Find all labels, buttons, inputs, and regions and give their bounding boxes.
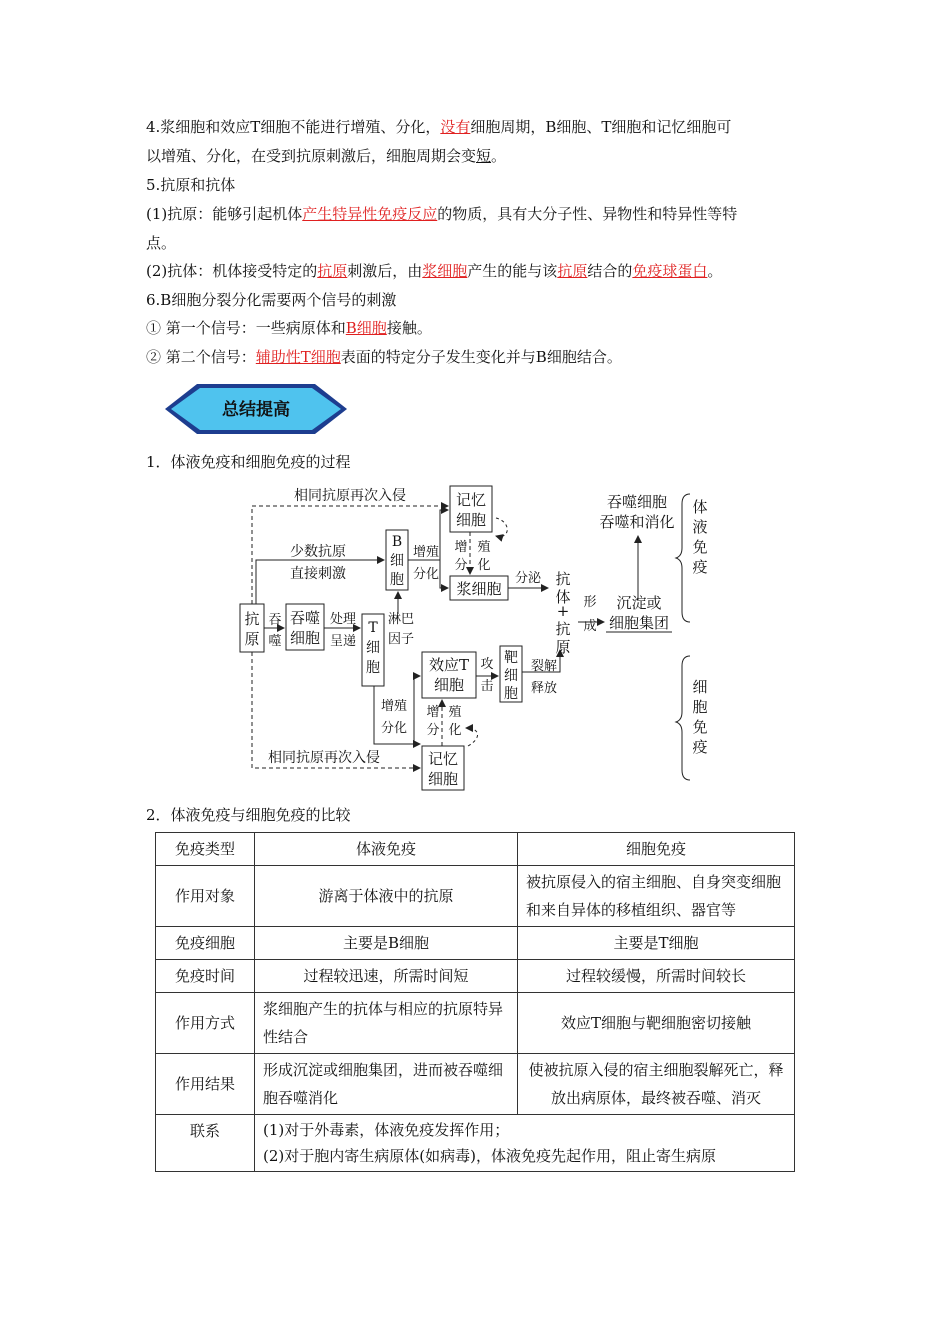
ab-2: 体 <box>555 588 571 606</box>
row-label: 作用方式 <box>156 993 255 1054</box>
header-cell: 细胞免疫 <box>518 833 795 866</box>
shi-label: 噬 <box>268 634 282 649</box>
precip-1: 沉淀或 <box>616 594 662 612</box>
section-heading: 1．体液免疫和细胞免疫的过程 <box>146 453 351 471</box>
table-cell: 主要是B细胞 <box>255 927 518 960</box>
process-1: 处理 <box>329 612 357 627</box>
table-cell: 使被抗原入侵的宿主细胞裂解死亡，释放出病原体，最终被吞噬、消灭 <box>518 1054 795 1115</box>
effector-2: 细胞 <box>433 676 465 694</box>
heading-b-cell-signals: 6.B细胞分裂分化需要两个信号的刺激 <box>146 291 397 309</box>
humoral-2: 液 <box>692 518 708 536</box>
top-reentry-label: 相同抗原再次入侵 <box>294 488 406 504</box>
phago-1: 吞噬细胞 <box>606 493 668 511</box>
table-cell: 浆细胞产生的抗体与相应的抗原特异性结合 <box>255 993 518 1054</box>
phago-2: 吞噬和消化 <box>599 513 675 531</box>
text-span: 接触。 <box>386 319 432 337</box>
cellular-2: 胞 <box>692 698 708 716</box>
link-line-1: (1)对于外毒素，体液免疫发挥作用； <box>263 1121 510 1139</box>
row-label: 联系 <box>156 1115 255 1172</box>
text-span: 4.浆细胞和效应T细胞不能进行增殖、分化， <box>146 118 441 136</box>
row-label: 免疫细胞 <box>156 927 255 960</box>
table-row <box>156 1115 795 1172</box>
target-2: 细 <box>504 668 518 684</box>
memory-cell-top-2: 细胞 <box>455 511 487 529</box>
highlight-answer: 浆细胞 <box>422 262 468 280</box>
text-span: 。 <box>491 147 507 165</box>
hua-1: 化 <box>477 558 491 573</box>
highlight-answer: 没有 <box>440 118 471 136</box>
fen-2: 分 <box>426 723 440 738</box>
form-1: 形 <box>583 595 597 610</box>
antigen-2: 原 <box>244 630 260 648</box>
table-cell: 主要是T细胞 <box>518 927 795 960</box>
table-row <box>156 993 795 1054</box>
text-span: 。 <box>707 262 723 280</box>
phagocyte-1: 吞噬 <box>289 609 321 627</box>
b-cell-1: B <box>391 534 403 550</box>
ab-1: 抗 <box>555 570 571 588</box>
comparison-table <box>155 832 795 1172</box>
section-2-title <box>146 805 351 825</box>
humoral-4: 疫 <box>692 558 708 576</box>
memory-cell-top-1: 记忆 <box>455 491 487 509</box>
header-cell: 体液免疫 <box>255 833 518 866</box>
target-3: 胞 <box>504 686 518 702</box>
zhi-2: 殖 <box>448 705 462 720</box>
tun-label: 吞 <box>268 613 282 628</box>
hua-2: 化 <box>448 723 462 738</box>
phagocyte-2: 细胞 <box>289 629 321 647</box>
text-span: 刺激后，由 <box>347 262 423 280</box>
table-row <box>156 960 795 993</box>
section-heading: 2．体液免疫与细胞免疫的比较 <box>146 806 351 824</box>
secrete-label: 分泌 <box>514 571 542 586</box>
row-label: 作用结果 <box>156 1054 255 1115</box>
highlight-answer: B细胞 <box>345 319 387 337</box>
effector-1: 效应T <box>428 656 470 674</box>
bottom-reentry-label: 相同抗原再次入侵 <box>268 750 380 766</box>
lyse-1: 裂解 <box>530 659 558 674</box>
direct-stim-label: 直接刺激 <box>290 566 346 582</box>
cellular-1: 细 <box>692 678 708 696</box>
badge-title: 总结提高 <box>222 400 290 420</box>
row-label: 作用对象 <box>156 866 255 927</box>
table-cell: 过程较缓慢，所需时间较长 <box>518 960 795 993</box>
table-cell: 游离于体液中的抗原 <box>255 866 518 927</box>
table-header-row <box>156 833 795 866</box>
memory-cell-bot-1: 记忆 <box>427 750 459 768</box>
humoral-3: 免 <box>692 538 708 556</box>
target-1: 靶 <box>504 650 518 666</box>
t-cell-3: 胞 <box>366 660 380 676</box>
table-row <box>156 1054 795 1115</box>
cellular-3: 免 <box>692 718 708 736</box>
lymph-2: 因子 <box>387 632 415 647</box>
zhi-1: 殖 <box>477 540 491 555</box>
highlight-answer: 产生特异性免疫反应 <box>302 205 438 223</box>
antigen-1: 抗 <box>244 610 260 628</box>
highlight-answer: 抗原 <box>317 262 348 280</box>
zeng-1: 增 <box>454 540 468 555</box>
table-row <box>156 866 795 927</box>
diff-label-2: 分化 <box>380 721 408 736</box>
text-span: 细胞周期，B细胞、T细胞和记忆细胞可 <box>470 118 732 136</box>
text-span: 以增殖、分化，在受到抗原刺激后，细胞周期会变 <box>146 147 477 165</box>
text-span: (2)抗体：机体接受特定的 <box>146 262 318 280</box>
cellular-4: 疫 <box>692 738 708 756</box>
diff-label-1: 分化 <box>412 567 440 582</box>
prolif-label-1: 增殖 <box>412 545 440 560</box>
heading-antigen-antibody: 5.抗原和抗体 <box>146 176 236 194</box>
underlined-answer: 短 <box>476 147 492 165</box>
process-2: 呈递 <box>329 634 357 649</box>
t-cell-1: T <box>368 620 378 636</box>
fen-1: 分 <box>454 558 468 573</box>
b-cell-2: 细 <box>390 553 404 569</box>
table-cell: 过程较迅速，所需时间短 <box>255 960 518 993</box>
table-cell: 形成沉淀或细胞集团，进而被吞噬细胞吞噬消化 <box>255 1054 518 1115</box>
header-cell: 免疫类型 <box>156 833 255 866</box>
link-line-2: (2)对于胞内寄生病原体(如病毒)，体液免疫先起作用，阻止寄生病原 <box>263 1147 716 1165</box>
highlight-answer: 辅助性T细胞 <box>255 348 341 366</box>
memory-cell-bot-2: 细胞 <box>427 770 459 788</box>
attack-2: 击 <box>480 679 494 694</box>
text-span: 产生的能与该 <box>467 262 558 280</box>
zeng-2: 增 <box>426 705 440 720</box>
humoral-1: 体 <box>692 498 708 516</box>
few-antigen-label: 少数抗原 <box>290 544 346 560</box>
text-span: 结合的 <box>587 262 633 280</box>
attack-1: 攻 <box>480 657 494 672</box>
text-span: 点。 <box>146 234 177 252</box>
highlight-answer: 抗原 <box>557 262 588 280</box>
form-2: 成 <box>583 619 597 634</box>
text-span: ① 第一个信号：一些病原体和 <box>146 319 346 337</box>
ab-3: + <box>556 602 570 620</box>
link-cell <box>255 1115 795 1172</box>
b-cell-3: 胞 <box>390 572 404 588</box>
lymph-1: 淋巴 <box>387 612 415 627</box>
text-span: (1)抗原：能够引起机体 <box>146 205 303 223</box>
ab-5: 原 <box>555 638 571 656</box>
plasma-cell: 浆细胞 <box>456 580 502 598</box>
ab-4: 抗 <box>555 620 571 638</box>
lyse-2: 释放 <box>530 681 558 696</box>
text-span: 的物质，具有大分子性、异物性和特异性等特 <box>437 205 738 223</box>
table-cell: 效应T细胞与靶细胞密切接触 <box>518 993 795 1054</box>
precip-2: 细胞集团 <box>608 614 670 632</box>
text-span: ② 第二个信号： <box>146 348 256 366</box>
text-span: 表面的特定分子发生变化并与B细胞结合。 <box>340 348 622 366</box>
table-row <box>156 927 795 960</box>
prolif-label-2: 增殖 <box>380 699 408 714</box>
highlight-answer: 免疫球蛋白 <box>632 262 708 280</box>
t-cell-2: 细 <box>366 640 380 656</box>
row-label: 免疫时间 <box>156 960 255 993</box>
table-cell: 被抗原侵入的宿主细胞、自身突变细胞和来自异体的移植组织、器官等 <box>518 866 795 927</box>
